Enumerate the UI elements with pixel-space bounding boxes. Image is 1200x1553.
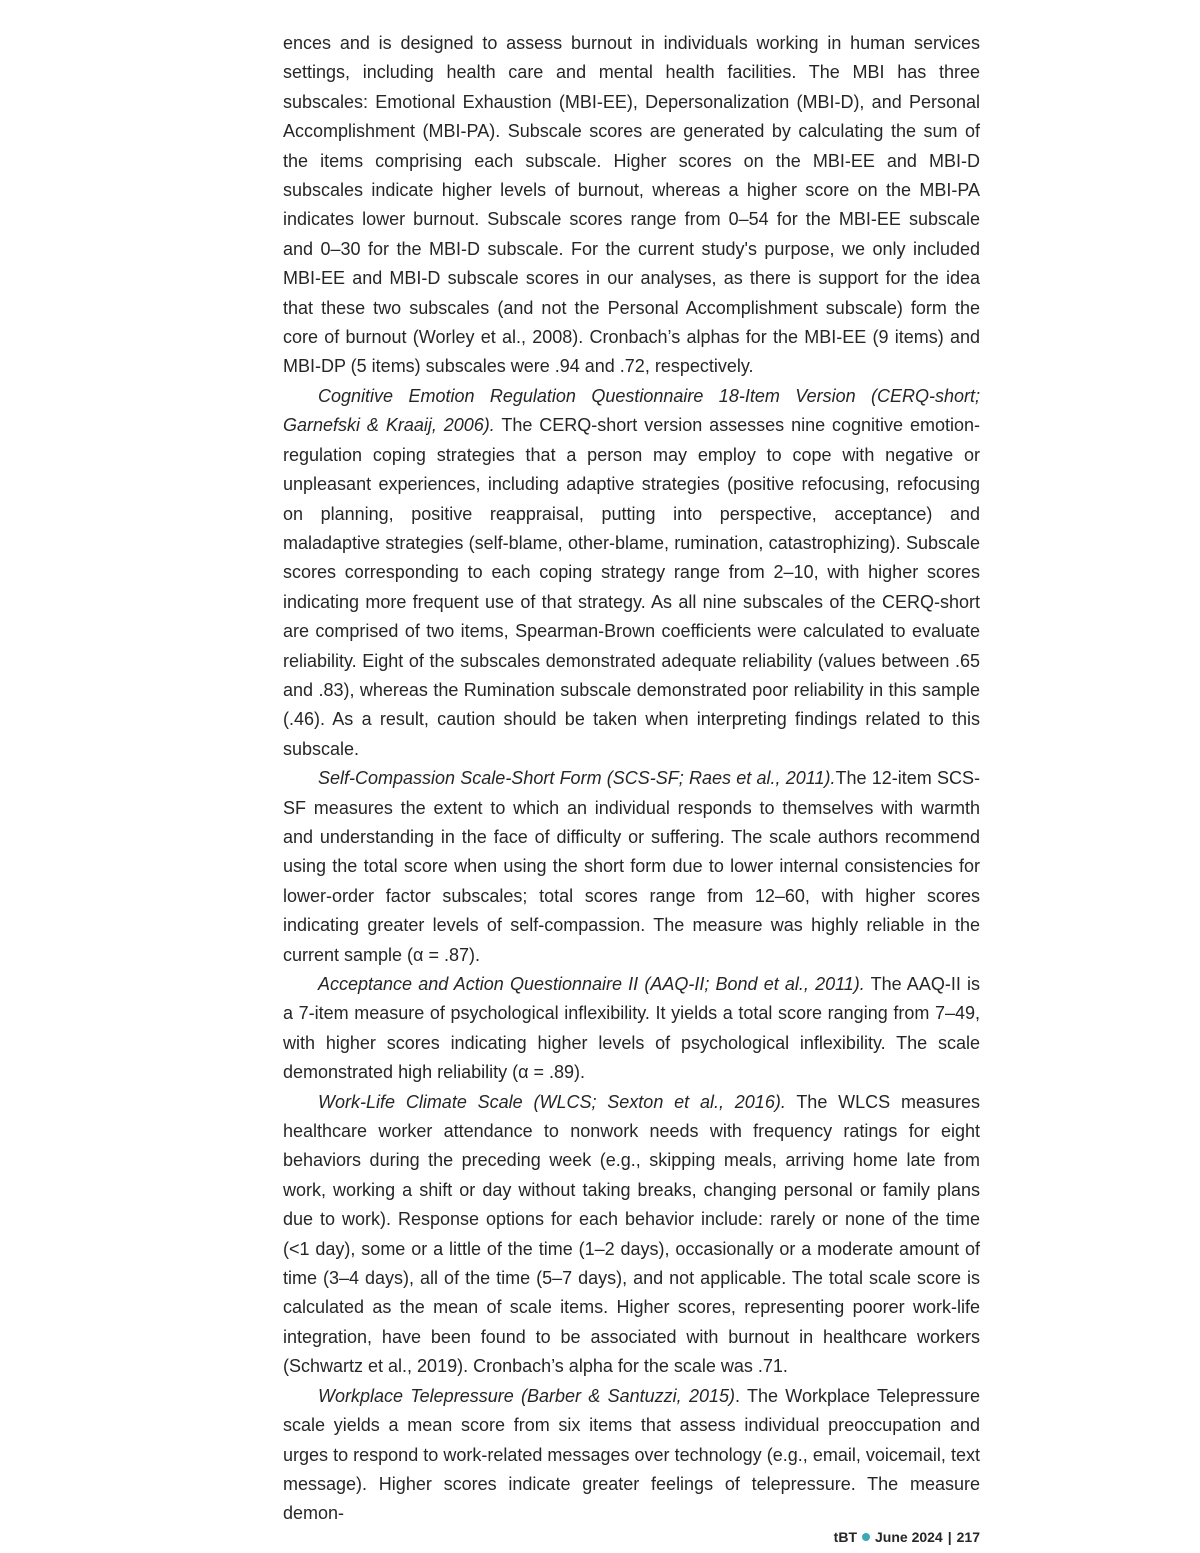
- journal-name: tBT: [833, 1529, 857, 1545]
- telepressure-heading: Workplace Telepressure (Barber & Santuzzi, 2015): [318, 1385, 735, 1406]
- scs-sf-text: The 12-item SCS-SF measures the extent to which an individual responds to themselves with warmth and understanding in the face of difficulty or suffering. The scale authors recommend using the total score when using the short form due to lower internal consistencies for lower-order factor subscales; total scores range from 12–60, with higher scores indicating greater levels of self-compassion. The measure was highly reliable in the current sample (α = .87).: [283, 768, 980, 965]
- cerq-text: The CERQ-short version assesses nine cognitive emotion-regulation coping strategies that a person may employ to cope with negative or unpleasant experiences, including adaptive strategies (positive refocusing, refocusing on planning, positive reappraisal, putting into perspective, acceptance) and maladaptive strategies (self-blame, other-blame, rumination, catastrophizing). Subscale scores corresponding to each coping strategy range from 2–10, with higher scores indicating more frequent use of that strategy. As all nine subscales of the CERQ-short are comprised of two items, Spearman-Brown coefficients were calculated to evaluate reliability. Eight of the subscales demonstrated adequate reliability (values between .65 and .83), whereas the Rumination subscale demonstrated poor reliability in this sample (.46). As a result, caution should be taken when interpreting findings related to this subscale.: [283, 415, 980, 759]
- footer-separator: |: [947, 1529, 952, 1545]
- issue-date: June 2024: [875, 1529, 943, 1545]
- telepressure-text: . The Workplace Telepressure scale yields a mean score from six items that assess individual preoccupation and urges to respond to work-related messages over technology (e.g., email, voicemail, text message). Higher scores indicate greater feelings of telepressure. The measure demon-: [283, 1385, 981, 1524]
- aaq-ii-text: The AAQ-II is a 7-item measure of psychological inflexibility. It yields a total score ranging from 7–49, with higher scores indicating higher levels of psychological inflexibility. The scale demonstrated high reliability (α = .89).: [283, 974, 980, 1083]
- article-body: [283, 29, 980, 1529]
- paragraph-aaq-ii: [283, 970, 980, 1088]
- bullet-dot-icon: [862, 1533, 870, 1541]
- aaq-ii-heading: Acceptance and Action Questionnaire II (AAQ-II; Bond et al., 2011).: [318, 974, 865, 994]
- wlcs-heading: Work-Life Climate Scale (WLCS; Sexton et al., 2016).: [318, 1091, 786, 1112]
- page-footer: [834, 1529, 980, 1545]
- paragraph-scs-sf: [283, 764, 980, 970]
- cerq-heading: Cognitive Emotion Regulation Questionnaire 18-Item Version (CERQ-short; Garnefski & Kraaij, 2006).: [283, 385, 980, 436]
- paragraph-wlcs: [283, 1088, 980, 1382]
- scs-sf-heading: Self-Compassion Scale-Short Form (SCS-SF; Raes et al., 2011).: [318, 768, 836, 789]
- paragraph-mbi: ences and is designed to assess burnout in individuals working in human services settings, including health care and mental health facilities. The MBI has three subscales: Emotional Exhaustion (MBI-EE), Depersonalization (MBI-D), and Personal Accomplishment (MBI-PA). Subscale scores are generated by calculating the sum of the items comprising each subscale. Higher scores on the MBI-EE and MBI-D subscales indicate higher levels of burnout, whereas a higher score on the MBI-PA indicates lower burnout. Subscale scores range from 0–54 for the MBI-EE subscale and 0–30 for the MBI-D subscale. For the current study's purpose, we only included MBI-EE and MBI-D subscale scores in our analyses, as there is support for the idea that these two subscales (and not the Personal Accomplishment subscale) form the core of burnout (Worley et al., 2008). Cronbach’s alphas for the MBI-EE (9 items) and MBI-DP (5 items) subscales were .94 and .72, respectively.: [283, 33, 980, 377]
- page-number: 217: [956, 1529, 980, 1545]
- paragraph-cerq: [283, 382, 980, 764]
- wlcs-text: The WLCS measures healthcare worker attendance to nonwork needs with frequency ratings for eight behaviors during the preceding week (e.g., skipping meals, arriving home late from work, working a shift or day without taking breaks, changing personal or family plans due to work). Response options for each behavior include: rarely or none of the time (<1 day), some or a little of the time (1–2 days), occasionally or a moderate amount of time (3–4 days), all of the time (5–7 days), and not applicable. The total scale score is calculated as the mean of scale items. Higher scores, representing poorer work-life integration, have been found to be associated with burnout in healthcare workers (Schwartz et al., 2019). Cronbach’s alpha for the scale was .71.: [283, 1091, 980, 1377]
- paragraph-telepressure: [283, 1382, 980, 1529]
